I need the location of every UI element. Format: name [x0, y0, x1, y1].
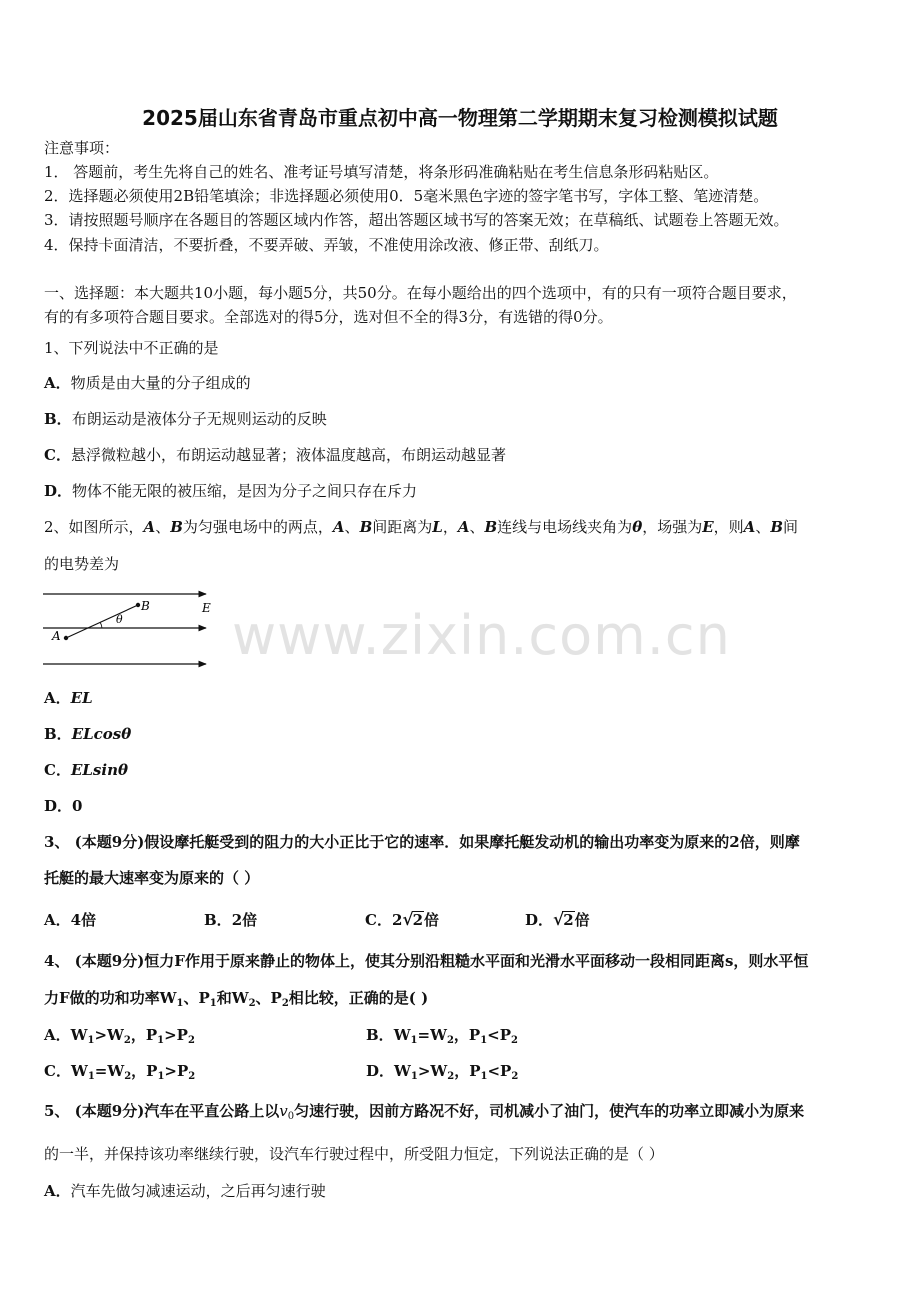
q4-stem-line-1: 4、 (本题9分)恒力F作用于原来静止的物体上，使其分别沿粗糙水平面和光滑水平面移动一段相同距离s，则水平恒 — [44, 952, 809, 970]
q2-option-c: C．ELsinθ — [44, 761, 128, 779]
q3-option-c: C．2√2倍 — [365, 910, 440, 930]
q1-stem: 1、下列说法中不正确的是 — [44, 339, 219, 357]
q2-stem-line-1: 2、如图所示，A、B为匀强电场中的两点，A、B间距离为L，A、B连线与电场线夹角为θ，场强为E，则A、B间 — [44, 518, 799, 536]
label-theta: θ — [116, 613, 123, 626]
notice-heading: 注意事项： — [44, 139, 120, 157]
q1-option-b: B．布朗运动是液体分子无规则运动的反映 — [44, 410, 327, 428]
q3-option-d: D．√2倍 — [525, 910, 590, 930]
label-a: A — [52, 629, 61, 643]
q2-stem-line-2: 的电势差为 — [44, 555, 120, 573]
notice-item-4: 4．保持卡面清洁，不要折叠，不要弄破、弄皱，不准使用涂改液、修正带、刮纸刀。 — [44, 236, 609, 254]
q1-option-a: A．物质是由大量的分子组成的 — [44, 374, 251, 392]
q4-option-c: C．$W_1=W_2$，$P_1>P_2$ — [44, 1062, 196, 1082]
label-e: E — [202, 601, 211, 615]
label-b: B — [141, 599, 150, 613]
q4-option-d: D．$W_1>W_2$，$P_1<P_2$ — [366, 1062, 519, 1082]
watermark: www.zixin.com.cn — [232, 604, 731, 667]
q4-option-a: A．$W_1>W_2$，$P_1>P_2$ — [44, 1026, 195, 1046]
q2-option-a: A．EL — [44, 689, 93, 707]
angle-arc — [100, 622, 102, 628]
q5-stem-line-1: 5、 (本题9分)汽车在平直公路上以$v_0$匀速行驶，因前方路况不好，司机减小了油门，使汽车的功率立即减小为原来 — [44, 1102, 805, 1122]
notice-item-1: 1． 答题前，考生先将自己的姓名、准考证号填写清楚，将条形码准确粘贴在考生信息条形码粘贴区。 — [44, 163, 719, 181]
q3-stem-line-1: 3、 (本题9分)假设摩托艇受到的阻力的大小正比于它的速率．如果摩托艇发动机的输出功率变为原来的2倍，则摩 — [44, 833, 800, 851]
q4-option-b: B．$W_1=W_2$，$P_1<P_2$ — [366, 1026, 518, 1046]
q3-option-b: B．2倍 — [204, 911, 258, 929]
segment-ab — [66, 605, 138, 638]
q3-stem-line-2: 托艇的最大速率变为原来的（ ） — [44, 869, 260, 887]
electric-field-figure — [40, 588, 230, 674]
q3-option-a: A．4倍 — [44, 911, 97, 929]
q5-option-a: A．汽车先做匀减速运动，之后再匀速行驶 — [44, 1182, 326, 1200]
section-intro-line-2: 有的有多项符合题目要求。全部选对的得5分，选对但不全的得3分，有选错的得0分。 — [44, 308, 613, 326]
sqrt-sign: √ — [402, 910, 414, 930]
q5-stem-line-2: 的一半，并保持该功率继续行驶，设汽车行驶过程中，所受阻力恒定，下列说法正确的是（ ） — [44, 1145, 664, 1163]
notice-item-3: 3．请按照题号顺序在各题目的答题区域内作答，超出答题区域书写的答案无效；在草稿纸、试题卷上答题无效。 — [44, 211, 789, 229]
notice-item-2: 2．选择题必须使用2B铅笔填涂；非选择题必须使用0．5毫米黑色字迹的签字笔书写，字体工整、笔迹清楚。 — [44, 187, 769, 205]
point-a — [64, 636, 68, 640]
sqrt-sign: √ — [553, 910, 565, 930]
section-intro-line-1: 一、选择题：本大题共10小题，每小题5分，共50分。在每小题给出的四个选项中，有的只有一项符合题目要求， — [44, 284, 797, 302]
q4-stem-line-2: 力F做的功和功率$W_1$、$P_1$和$W_2$、$P_2$相比较，正确的是( ) — [44, 989, 429, 1009]
q1-option-c: C．悬浮微粒越小，布朗运动越显著；液体温度越高，布朗运动越显著 — [44, 446, 506, 464]
q2-option-d: D．0 — [44, 797, 83, 815]
page-title: 2025届山东省青岛市重点初中高一物理第二学期期末复习检测模拟试题 — [142, 106, 778, 130]
q1-option-d: D．物体不能无限的被压缩，是因为分子之间只存在斥力 — [44, 482, 418, 500]
q2-option-b: B．ELcosθ — [44, 725, 132, 743]
point-b — [136, 603, 140, 607]
